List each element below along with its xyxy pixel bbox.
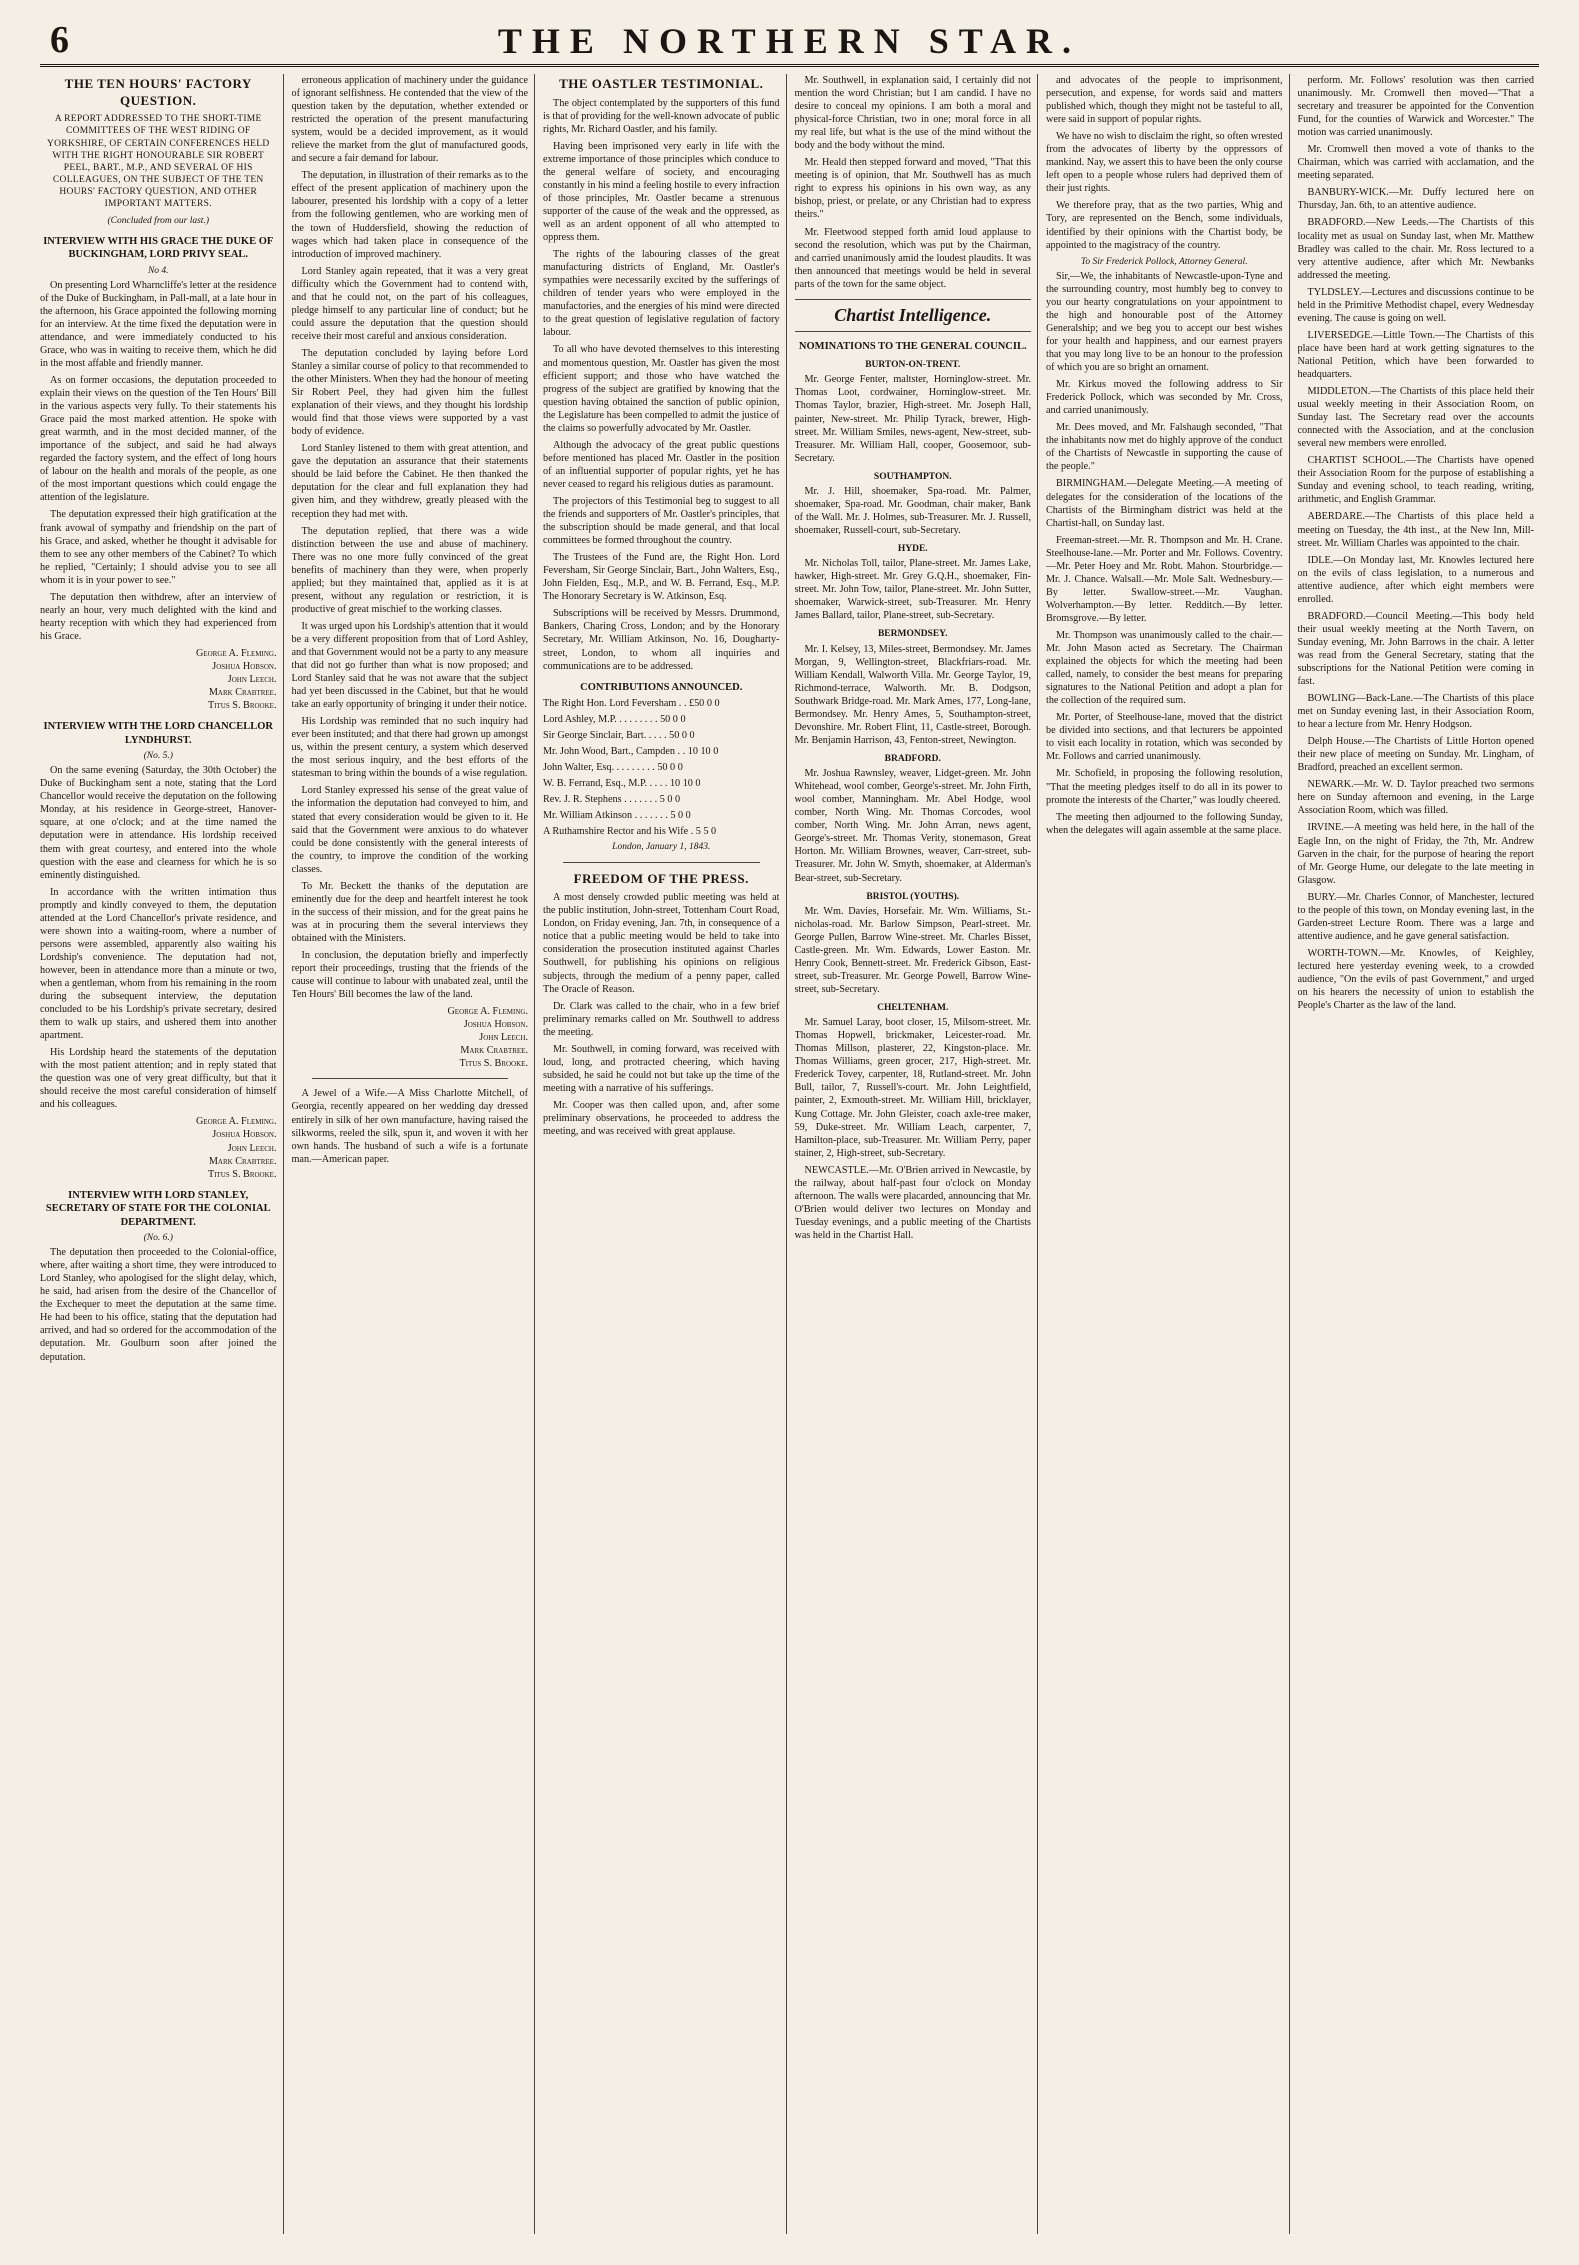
list-item: Lord Ashley, M.P. . . . . . . . . 50 0 0 <box>543 714 686 726</box>
paragraph: It was urged upon his Lordship's attention that it would be a very different proposition from that of Lord Ashley, and that Government would not be a party to any measure that did not go further than what is now proposed; and Lord Stanley said that he was not aware that the subject had yet been discussed in the Cabinet, but that he would take an early opportunity of bringing it under their notice. <box>291 620 529 711</box>
nomination-list: Mr. Joshua Rawnsley, weaver, Lidget-green. Mr. John Whitehead, wool comber, George's-street. Mr. John Firth, wool comber, Manningham. Mr. Abel Hodge, wool comber, North Wing. Mr. Thomas Corcodes, wool comber, North Wing. Mr. John Arran, news agent, George's-street. Mr. Thomas Verity, stonemason, Great Horton. Mr. William Brownes, weaver, Carr-street, sub-Treasurer. Mr. John W. Smyth, shoemaker, at Alderman's Bear-street, sub-Secretary. <box>794 768 1031 884</box>
address-heading: To Sir Frederick Pollock, Attorney General. <box>1080 256 1248 267</box>
article-columns <box>40 74 1540 2234</box>
paragraph: WORTH-TOWN.—Mr. Knowles, of Keighley, lectured here yesterday evening week, to a crowded audience, "On the evils of past Government," and urged on his hearers the necessity of union to establish the People's Charter as the law of the land. <box>1297 947 1534 1012</box>
paragraph: Sir,—We, the inhabitants of Newcastle-upon-Tyne and the surrounding country, most humbly beg to convey to you our hearty congratulations on your appointment to the high and honourable post of the Attorney Generalship; and we beg you to accept our best wishes for your health and happiness, and our earnest prayers that you may long live to be an honour to the profession of which you are so bright an ornament. <box>1046 270 1283 374</box>
paragraph: On presenting Lord Wharncliffe's letter at the residence of the Duke of Buckingham, in Pall-mall, at a late hour in the afternoon, his Grace appointed the following morning for an interview. At the time fixed the deputation were in attendance, and were immediately conducted to his Grace, who was in waiting to receive them, which he did in the most affable and friendly manner. <box>40 279 277 369</box>
paragraph: The deputation, in illustration of their remarks as to the effect of the present application of machinery upon the labourer, presented his lordship with a copy of a letter from the following gentlemen, who are working men of the town of Huddersfield, showing the reduction of wages which had taken place in consequence of the introduction of improved machinery. <box>291 170 528 260</box>
place-heading: BRISTOL (YOUTHS). <box>866 891 960 902</box>
paragraph: The meeting then adjourned to the following Sunday, when the delegates will again assemble at the same place. <box>1046 811 1283 836</box>
paragraph: Mr. Schofield, in proposing the following resolution, "That the meeting pledges itself to do all in its power to promote the interests of the Charter," was loudly cheered. <box>1046 768 1283 806</box>
paragraph: TYLDSLEY.—Lectures and discussions continue to be held in the Primitive Methodist chapel, every Wednesday evening. The cause is going on well. <box>1297 286 1534 324</box>
paragraph: We have no wish to disclaim the right, so often wrested from the advocates of liberty by the oppressors of mankind. Nay, we assert this to have been the only course left open to a people whose rulers had deprived them of their just rights. <box>1046 131 1283 195</box>
interview-heading: INTERVIEW WITH HIS GRACE THE DUKE OF BUCKINGHAM, LORD PRIVY SEAL. <box>43 235 274 261</box>
paragraph: The object contemplated by the supporters of this fund is that of providing for the well-known advocate of public rights, Mr. Richard Oastler, and his family. <box>543 97 780 135</box>
paragraph: To all who have devoted themselves to this interesting and momentous question, Mr. Oastler has given the most efficient support; and those who have watched the progress of the subject are gratified by knowing that the question having obtained the sanction of public opinion, the Legislature has been compelled to admit the justice of the claims so powerfully advocated by Mr. Oastler. <box>543 344 780 434</box>
nomination-list: Mr. Wm. Davies, Horsefair. Mr. Wm. Williams, St.-nicholas-road. Mr. Barlow Simpson, Pearl-street. Mr. George Pullen, Barrow Wine-street. Mr. Charles Bisset, Castle-green. Mr. Wm. Edwards, Lower Easton. Mr. Henry Cook, Bennett-street. Mr. Frederick Gibson, East-street, sub-Treasurer. Mr. George Powell, Barrow Wine-street, sub-Secretary. <box>794 905 1031 995</box>
column-6 <box>1298 74 1541 2234</box>
paragraph: The projectors of this Testimonial beg to suggest to all the friends and supporters of Mr. Oastler's principles, that the subscription should be made general, and that local committees be formed throughout the country. <box>543 495 780 547</box>
paragraph: NEWCASTLE.—Mr. O'Brien arrived in Newcastle, by the railway, about half-past four o'clock on Monday afternoon. The walls were placarded, announcing that Mr. O'Brien would deliver two lectures on Monday and Tuesday evenings, and a public meeting of the Chartists was held in the Chartist Hall. <box>794 1164 1031 1241</box>
nomination-list: Mr. Samuel Laray, boot closer, 15, Milsom-street. Mr. Thomas Hopwell, brickmaker, Leicester-road. Mr. Thomas Millson, plasterer, 22, Kingston-place. Mr. Thomas Williams, green grocer, 217, High-street. Mr. Frederick Tovey, carpenter, 18, Rutland-street. Mr. John Bull, tailor, 7, Russell's-court. Mr. John Leightfield, painter, 2, Exmouth-street. Mr. William Hill, bricklayer, Kung Cottage. Mr. John Gleister, coach axle-tree maker, 59, Duke-street. Mr. William Leach, carpenter, 7, Hamilton-place, sub-Treasurer. Mr. William Perry, paper stainer, 2, High-street, sub-Secretary. <box>794 1017 1031 1159</box>
masthead-rule <box>40 64 1539 67</box>
list-item: W. B. Ferrand, Esq., M.P. . . . . 10 10 0 <box>543 778 701 790</box>
paragraph: Mr. Fleetwood stepped forth amid loud applause to second the resolution, which was put by the Chairman, and carried unanimously amid the loudest plaudits. It was then announced that meetings would be held in several parts of the town for the same object. <box>794 226 1031 290</box>
paragraph: Mr. Heald then stepped forward and moved, "That this meeting is of opinion, that Mr. Southwell has as much right to express his opinions in his own way, as any bishop, priest, or prelate, or any Christian had to express theirs." <box>794 157 1031 221</box>
paragraph: Subscriptions will be received by Messrs. Drummond, Bankers, Charing Cross, London; and by the Honorary Secretary, Mr. William Atkinson, No. 16, Dougharty-street, London, to whom all inquiries and communications are to be addressed. <box>543 608 780 672</box>
paragraph: In conclusion, the deputation briefly and imperfectly report their proceedings, trusting that the friends of the cause will continue to labour with unabated zeal, until the Ten Hours' Bill becomes the law of the land. <box>291 950 528 1001</box>
paragraph: BIRMINGHAM.—Delegate Meeting.—A meeting of delegates for the consideration of the locations of the Chartists of the Birmingham district was held at the Chartist-hall, on Sunday last. <box>1046 478 1283 529</box>
paragraph: His Lordship heard the statements of the deputation with the most patient attention; and in reply stated that the question was one of very great difficulty, but that it should receive the most careful consideration of himself and his colleagues. <box>40 1047 277 1111</box>
article-heading: FREEDOM OF THE PRESS. <box>573 870 749 886</box>
article-heading: THE TEN HOURS' FACTORY QUESTION. <box>64 76 252 108</box>
paragraph: Mr. Porter, of Steelhouse-lane, moved that the district be divided into sections, and that lecturers be appointed to visit each locality in rotation, which was seconded by Mr. Follows and carried unanimously. <box>1046 712 1283 763</box>
place-heading: BURTON-ON-TRENT. <box>865 360 961 371</box>
paragraph: To Mr. Beckett the thanks of the deputation are eminently due for the deep and heartfelt interest he took in the success of their mission, and for the great pains he was at in procuring them the several interviews they obtained with the Ministers. <box>291 880 528 944</box>
nomination-list: Mr. George Fenter, maltster, Horninglow-street. Mr. Thomas Loot, cordwainer, Horninglow-street. Mr. Thomas Taylor, brazier, High-street. Mr. Joseph Hall, painter, New-street. Mr. Philip Tyrack, brewer, High-street. Mr. William Smiles, news-agent, New-street, sub-Treasurer. Mr. William Hall, cooper, Goosemoor, sub-Secretary. <box>794 374 1031 464</box>
list-item: Mr. William Atkinson . . . . . . . 5 0 0 <box>543 810 691 822</box>
nomination-list: Mr. I. Kelsey, 13, Miles-street, Bermondsey. Mr. James Morgan, 9, Wellington-street, Blackfriars-road. Mr. William Kendall, Walworth Villa. Mr. George Taylor, 19, Richmond-terrace, Walworth. Mr. B. Dodgson, Southwark Bridge-road. Mr. Mark Ames, 177, Long-lane, Bermondsey. Mr. Henry Ames, 5, Southampton-street, Devonshire. Mr. Robert Flint, 11, Castle-street, Borough. Mr. Benjamin Harrison, 43, Fenton-street, Newington. <box>794 643 1031 746</box>
continuation-note: (Concluded from our last.) <box>107 215 209 226</box>
paragraph: The deputation replied, that there was a wide distinction between the use and abuse of machinery. There was no one more fully convinced of the great benefits of machinery than they were, when properly applied; but they maintained that, applied as it is at present, without any regulation or restriction, it is productive of great mischief to the working classes. <box>291 525 528 615</box>
list-item: Sir George Sinclair, Bart. . . . . 50 0 0 <box>543 730 695 742</box>
paragraph: Lord Stanley again repeated, that it was a very great difficulty which the Government had to contend with, and that he could not, on the part of his colleagues, pledge himself to any particular line of conduct; but he could assure the deputation that the question should receive their most careful and anxious consideration. <box>291 265 528 342</box>
interview-number: No 4. <box>147 265 169 276</box>
paragraph: The Trustees of the Fund are, the Right Hon. Lord Feversham, Sir George Sinclair, Bart., John Walters, Esq., John Fielden, Esq., M.P., and W. B. Ferrand, Esq., M.P. The Honorary Secretary is W. Atkinson, Esq. <box>543 552 780 603</box>
paragraph: Delph House.—The Chartists of Little Horton opened their new place of meeting on Sunday. Mr. Lingham, of Bradford, preached an excellent sermon. <box>1297 736 1534 774</box>
paragraph: Lord Stanley listened to them with great attention, and gave the deputation an assurance that their statements should be laid before the Cabinet. He then thanked the deputation for the clear and full explanation they had given him, and they withdrew, greatly pleased with the reception they had met with. <box>291 443 528 520</box>
list-item: The Right Hon. Lord Feversham . . £50 0 0 <box>543 698 720 710</box>
paragraph: BRADFORD.—New Leeds.—The Chartists of this locality met as usual on Sunday last, when Mr. Matthew Bradley was called to the chair. Mr. Ross lectured to a very attentive audience, after which Mr. Newbanks addressed the meeting. <box>1297 217 1534 281</box>
list-item: Mr. John Wood, Bart., Campden . . 10 10 0 <box>543 746 719 758</box>
list-item: John Walter, Esq. . . . . . . . . 50 0 0 <box>543 762 683 774</box>
column-2 <box>292 74 536 2234</box>
paragraph: BURY.—Mr. Charles Connor, of Manchester, lectured to the people of this town, on Monday evening last, in the Garden-street Lecture Room. There was a large and attentive audience, and he gave general satisfaction. <box>1297 891 1534 942</box>
paragraph: Having been imprisoned very early in life with the extreme importance of those principles which conduce to the general welfare of society, and encouraging constantly in his mind a feeling hostile to every infraction of those principles, Mr. Oastler became a strenuous supporter of the cause of the weak and the oppressed, as well as an ardent opponent of all who attempted to oppress them. <box>543 140 780 244</box>
paragraph: BANBURY-WICK.—Mr. Duffy lectured here on Thursday, Jan. 6th, to an attentive audience. <box>1297 187 1534 212</box>
interview-number: (No. 5.) <box>143 751 173 762</box>
masthead <box>40 14 1539 66</box>
paragraph: Mr. Cooper was then called upon, and, after some preliminary observations, he proceeded to address the meeting, and was received with great applause. <box>543 1099 780 1138</box>
paragraph: The deputation then proceeded to the Colonial-office, where, after waiting a short time, they were introduced to Lord Stanley, who apologised for the slight delay, which, he said, had arisen from the desire of the Chancellor of the Exchequer to meet the deputation at the same time. He had been to his office, stating that the deputation had arrived, and had so ordered for the accommodation of the deputation. Mr. Goulburn soon after joined the deputation. <box>40 1247 277 1363</box>
contributions-list <box>543 697 780 838</box>
paragraph: IRVINE.—A meeting was held here, in the hall of the Eagle Inn, on the night of Friday, the 7th, Mr. Andrew Garven in the chair, for the purpose of hearing the report of Mr. George Hume, our delegate to the late meeting in Glasgow. <box>1297 822 1534 886</box>
nomination-list: Mr. Nicholas Toll, tailor, Plane-street. Mr. James Lake, hawker, High-street. Mr. Grey G.Q.H., shoemaker, Fin-street. Mr. John Tow, tailor, Plane-street. Mr. John Sutter, shoemaker, Warwick-street, sub-Treasurer. Mr. Henry James Ballard, tailor, Plane-street, sub-Secretary. <box>794 558 1031 622</box>
interview-heading: INTERVIEW WITH LORD STANLEY, SECRETARY OF STATE FOR THE COLONIAL DEPARTMENT. <box>45 1189 271 1228</box>
paragraph: IDLE.—On Monday last, Mr. Knowles lectured here on the evils of class legislation, to a numerous and attentive audience, after which eight members were enrolled. <box>1297 554 1534 605</box>
paragraph: Freeman-street.—Mr. R. Thompson and Mr. H. Crane. Steelhouse-lane.—Mr. Porter and Mr. Follows. Coventry.—Mr. Peter Hoey and Mr. Robt. Mahon. Stourbridge.—Mr. J. Chance. Walsall.—Mr. Mole Salt. Wednesbury.—By letter. Swallow-street.—Mr. Vaughan. Wolverhampton.—By letter. Redditch.—By letter. Bromsgrove.—By letter. <box>1046 534 1283 624</box>
paragraph: Dr. Clark was called to the chair, who in a few brief preliminary remarks called on Mr. Southwell to address the meeting. <box>543 1000 780 1038</box>
divider <box>312 1078 509 1079</box>
paragraph: Lord Stanley expressed his sense of the great value of the information the deputation had conveyed to him, and stated that every consideration would be given to it. He said that the Government were anxious to do whatever could be done consistently with the general interests of the country, to improve the condition of the working classes. <box>291 785 528 875</box>
paragraph: As on former occasions, the deputation proceeded to explain their views on the question of the Ten Hours' Bill in the various aspects very fully. To their statements his Grace paid the most marked attention. He spoke with great warmth, and in the most decided manner, of the importance of the subject, and said he had always regarded the factory system, and the effect of long hours of labour on the health and morals of the people, as one of the most important questions which could engage the attention of the legislature. <box>40 375 277 504</box>
paragraph: BRADFORD.—Council Meeting.—This body held their usual weekly meeting at the North Tavern, on Sunday evening, Mr. John Barrows in the chair. A letter was read from the General Secretary, stating that the subscriptions for the National Petition were coming in fast. <box>1297 610 1534 688</box>
paragraph: On the same evening (Saturday, the 30th October) the Duke of Buckingham sent a note, stating that the Lord Chancellor would receive the deputation on the following Monday, at his residence in George-street, Hanover-square, at one o'clock; and at the time named the deputation were in attendance. His lordship received them with great courtesy, and entered into the whole question with the ease and clearness for which he is so eminently distinguished. <box>40 765 277 881</box>
dateline: London, January 1, 1843. <box>612 842 711 853</box>
paragraph: A Jewel of a Wife.—A Miss Charlotte Mitchell, of Georgia, recently appeared on her wedding day dressed entirely in silk of her own manufacture, having raised the silkworms, reeled the silk, spun it, and woven it with her own hands. The husband of such a wife is a fortunate man.—American paper. <box>291 1088 528 1165</box>
place-heading: SOUTHAMPTON. <box>873 471 952 482</box>
paragraph: BOWLING—Back-Lane.—The Chartists of this place met on Sunday evening last, in their Association Room, to hear a lecture from Mr. Henry Hodgson. <box>1297 693 1534 731</box>
paragraph: The deputation expressed their high gratification at the frank avowal of sympathy and friendship on the part of his Grace, and asked, whether he thought it advisable for them to see any other members of the Cabinet? To which he replied, "Certainly; I should advise you to see all whom it is in your power to see." <box>40 509 277 586</box>
column-1 <box>40 74 284 2234</box>
paragraph: His Lordship was reminded that no such inquiry had ever been instituted; and that there had grown up amongst us, within the present century, a system which deserved the most serious inquiry, and the best efforts of the statesman to bring within the bounds of a wise regulation. <box>291 716 528 780</box>
paragraph: Mr. Southwell, in coming forward, was received with loud, long, and protracted cheering, which having subsided, he said he could not but take up the time of the meeting with a narrative of his sufferings. <box>543 1043 780 1094</box>
paragraph: erroneous application of machinery under the guidance of ignorant selfishness. He contended that the view of the question taken by the deputation, whether extended or restricted the operation of the present manufacturing system, would be a decided improvement, as it would relieve the market from the glut of manufactured goods, and secure a fair demand for labour. <box>291 75 528 165</box>
column-5 <box>1046 74 1290 2234</box>
paragraph: In accordance with the written intimation thus promptly and kindly conveyed to them, the deputation attended at the Lord Chancellor's private residence, and were shown into a waiting-room, where a number of persons were assembled, apparently also waiting his Lordship's convenience. The deputation had not, however, been in attendance more than a minute or two, when a gentleman, whom from his remaining in the room during the subsequent interview, the deputation concluded to be his Lordship's private secretary, desired them to walk up stairs, and ushered them into another apartment. <box>40 886 277 1042</box>
interview-heading: INTERVIEW WITH THE LORD CHANCELLOR LYNDHURST. <box>43 721 274 746</box>
nomination-list: Mr. J. Hill, shoemaker, Spa-road. Mr. Palmer, shoemaker, Spa-road. Mr. Goodman, chair maker, Bank of the Wall. Mr. J. Holmes, sub-Treasurer. Mr. J. Russell, shoemaker, Russell-court, sub-Secretary. <box>794 485 1031 536</box>
newspaper-title: THE NORTHERN STAR. <box>497 21 1082 61</box>
contributions-heading: CONTRIBUTIONS ANNOUNCED. <box>580 681 743 693</box>
place-heading: HYDE. <box>897 544 928 555</box>
article-heading: THE OASTLER TESTIMONIAL. <box>559 76 764 91</box>
place-heading: BRADFORD. <box>884 753 941 764</box>
paragraph: The deputation concluded by laying before Lord Stanley a similar course of policy to that recommended to the other Ministers. When they had the honour of meeting Sir Robert Peel, they had given him the fullest explanation of their views, and they thought his lordship would find that those views were supported by a vast body of evidence. <box>291 347 528 438</box>
signatures: George A. Fleming. Joshua Hobson. John Leech. Mark Crabtree. Titus S. Brooke. <box>195 1116 277 1180</box>
section-banner: Chartist Intelligence. <box>795 299 1032 332</box>
paragraph: Mr. Cromwell then moved a vote of thanks to the Chairman, which was carried with acclamation, and the meeting separated. <box>1297 144 1534 182</box>
paragraph: ABERDARE.—The Chartists of this place held a meeting on Tuesday, the 4th inst., at the New Inn, Mill-street. Mr. William Charles was appointed to the chair. <box>1297 511 1534 549</box>
page-number: 6 <box>50 19 69 61</box>
paragraph: and advocates of the people to imprisonment, persecution, and expense, for words said and matters published which, though they might not be tasteful to all, were said in support of popular rights. <box>1046 75 1283 126</box>
list-item: A Ruthamshire Rector and his Wife . 5 5 0 <box>543 826 717 838</box>
paragraph: Mr. Dees moved, and Mr. Falshaugh seconded, "That the inhabitants now met do highly approve of the conduct of the Chartists of Newcastle in supporting the cause of the people." <box>1046 422 1283 473</box>
divider <box>563 862 760 863</box>
paragraph: perform. Mr. Follows' resolution was then carried unanimously. Mr. Cromwell then moved—"That a secretary and treasurer be appointed for the Convention Fund, for the counties of Warwick and Worcester." The motion was carried unanimously. <box>1297 75 1534 139</box>
paragraph: Mr. Kirkus moved the following address to Sir Frederick Pollock, which was seconded by Mr. Cross, and carried unanimously. <box>1046 379 1283 417</box>
paragraph: Mr. Southwell, in explanation said, I certainly did not mention the word Christian; but I am candid. I have no desire to conceal my opinions. I am both a moral and physical-force Christian, two in one; moral force in all my real life, but what is the use of the mind without the body and the body without the mind. <box>794 75 1031 152</box>
paragraph: CHARTIST SCHOOL.—The Chartists have opened their Association Room for the purpose of establishing a Sunday and evening school, to teach reading, writing, arithmetic, and English Grammar. <box>1297 455 1534 506</box>
column-3 <box>543 74 787 2234</box>
signatures: George A. Fleming. Joshua Hobson. John Leech. Mark Crabtree. Titus S. Brooke. <box>195 647 277 712</box>
place-heading: CHELTENHAM. <box>877 1003 949 1014</box>
paragraph: Although the advocacy of the great public questions before mentioned has placed Mr. Oastler in the position of an influential supporter of popular rights, yet he has never ceased to regard his religious duties as paramount. <box>543 439 780 490</box>
interview-number: (No. 6.) <box>143 1232 173 1243</box>
paragraph: Mr. Thompson was unanimously called to the chair.—Mr. John Mason acted as Secretary. The Chairman explained the objects for which the meeting had been called, namely, to consider the best means for preparing signatures to the National Petition and adopt a plan for the collection of the required sum. <box>1046 629 1283 707</box>
paragraph: MIDDLETON.—The Chartists of this place held their usual weekly meeting in their Association Room, on Sunday last. The Secretary read over the accounts connected with the Association, and at the conclusion several new members were enrolled. <box>1297 386 1534 450</box>
column-4 <box>795 74 1039 2234</box>
paragraph: The deputation then withdrew, after an interview of nearly an hour, very much delighted with the kind and hearty reception with which they had experienced from his Grace. <box>40 591 277 642</box>
paragraph: A most densely crowded public meeting was held at the public institution, John-street, Tottenham Court Road, London, on Friday evening, Jan. 7th, in consequence of a notice that a public meeting would be held to take into consideration the prosecution instituted against Charles Southwell, for publishing his opinions on religious subjects, through the medium of a penny paper, called The Oracle of Reason. <box>543 892 780 995</box>
paragraph: LIVERSEDGE.—Little Town.—The Chartists of this place have been hard at work getting signatures to the National Petition, which have been forwarded to headquarters. <box>1297 329 1534 380</box>
signatures: George A. Fleming. Joshua Hobson. John Leech. Mark Crabtree. Titus S. Brooke. <box>447 1006 528 1070</box>
place-heading: BERMONDSEY. <box>877 629 948 640</box>
paragraph: NEWARK.—Mr. W. D. Taylor preached two sermons here on Sunday afternoon and evening, in the Large Association Room, which was filled. <box>1297 779 1534 817</box>
article-subheading: A REPORT ADDRESSED TO THE SHORT-TIME COMMITTEES OF THE WEST RIDING OF YORKSHIRE, OF CERTAIN CONFERENCES HELD WITH THE RIGHT HONOURABLE SIR ROBERT PEEL, BART., M.P., AND SEVERAL OF HIS COLLEAGUES, ON THE SUBJECT OF THE TEN HOURS' FACTORY QUESTION, AND OTHER IMPORTANT MATTERS. <box>46 114 270 210</box>
list-item: Rev. J. R. Stephens . . . . . . . 5 0 0 <box>543 794 681 806</box>
paragraph: We therefore pray, that as the two parties, Whig and Tory, are represented on the Bench, some individuals, identified by their opinions with the Chartist body, be appointed to the magistracy of the country. <box>1046 200 1283 251</box>
paragraph: The rights of the labouring classes of the great manufacturing districts of England, Mr. Oastler's sympathies were necessarily excited by the sufferings of children of tender years who were employed in the manufactories, and the energies of his mind were directed to the great question of legislative regulation of factory labour. <box>543 249 780 339</box>
article-heading: NOMINATIONS TO THE GENERAL COUNCIL. <box>798 340 1027 352</box>
